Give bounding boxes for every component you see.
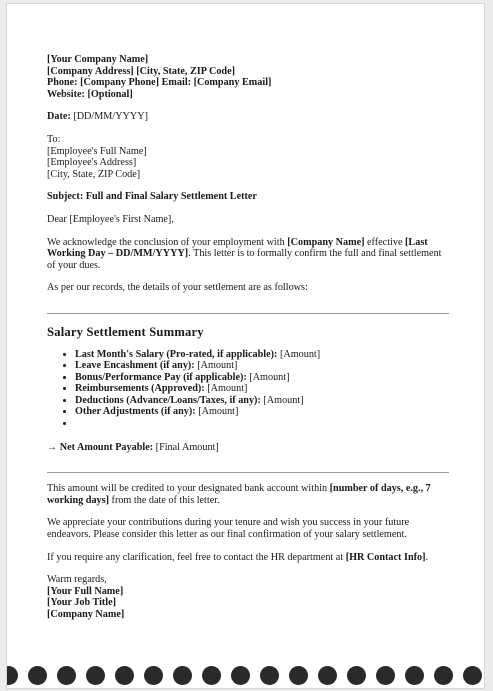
decorative-dot xyxy=(115,666,134,685)
decorative-dot xyxy=(7,666,18,685)
list-item-empty xyxy=(75,418,449,430)
summary-title: Salary Settlement Summary xyxy=(47,324,204,339)
intro-paragraph xyxy=(47,237,449,272)
item-label: Last Month's Salary (Pro-rated, if applicable): xyxy=(75,348,278,360)
list-item xyxy=(75,395,449,407)
recipient-name: [Employee's Full Name] xyxy=(47,145,147,157)
list-item xyxy=(75,383,449,395)
item-value: [Amount] xyxy=(260,394,304,406)
hr-contact-info: [HR Contact Info] xyxy=(345,551,426,563)
company-address: [Company Address] [City, State, ZIP Code] xyxy=(47,65,236,77)
contact-paragraph xyxy=(47,552,449,564)
decorative-dot xyxy=(318,666,337,685)
intro-last-day: [Last Working Day – DD/MM/YYYY] xyxy=(47,236,428,260)
item-value: [Amount] xyxy=(246,371,290,383)
decorative-dot xyxy=(405,666,424,685)
contact-text-1: If you require any clarification, feel free to contact the HR department at xyxy=(47,551,346,563)
item-label: Deductions (Advance/Loans/Taxes, if any): xyxy=(75,394,261,406)
signature-title: [Your Job Title] xyxy=(47,597,117,609)
company-header xyxy=(47,54,449,100)
credit-days: [number of days, e.g., 7 working days] xyxy=(47,483,431,506)
decorative-dot xyxy=(57,666,76,685)
closing: Warm regards, xyxy=(47,574,107,586)
decorative-dot xyxy=(260,666,279,685)
records-paragraph: As per our records, the details of your settlement are as follows: xyxy=(47,282,308,294)
company-website: Website: [Optional] xyxy=(47,88,133,100)
list-item xyxy=(75,406,449,418)
decorative-dot xyxy=(463,666,482,685)
recipient-block xyxy=(47,134,449,180)
list-item xyxy=(75,349,449,361)
item-label: Other Adjustments (if any): xyxy=(75,406,196,418)
date-value: [DD/MM/YYYY] xyxy=(70,111,149,123)
appreciation-paragraph: We appreciate your contributions during your tenure and wish you success in your future endeavors. Please consider this letter as our final confirmation of your salary settlement. xyxy=(47,517,410,541)
company-contact: Phone: [Company Phone] Email: [Company Email] xyxy=(47,77,272,89)
recipient-city: [City, State, ZIP Code] xyxy=(47,168,141,180)
item-label: Leave Encashment (if any): xyxy=(75,360,195,372)
signature-name: [Your Full Name] xyxy=(47,585,124,597)
settlement-list xyxy=(47,349,449,430)
date-line xyxy=(47,111,449,123)
item-value: [Amount] xyxy=(204,383,248,395)
recipient-address: [Employee's Address] xyxy=(47,157,137,169)
list-item xyxy=(75,360,449,372)
letter-content xyxy=(47,54,449,621)
subject-line: Subject: Full and Final Salary Settlement Letter xyxy=(47,191,257,203)
credit-text-1: This amount will be credited to your designated bank account within xyxy=(47,483,330,495)
intro-text-3: . This letter is to formally confirm the full and final settlement of your dues. xyxy=(47,248,442,271)
item-value: [Amount] xyxy=(194,360,238,372)
net-amount-line xyxy=(47,442,449,454)
date-label: Date: xyxy=(47,111,71,123)
decorative-dot xyxy=(86,666,105,685)
company-name: [Your Company Name] xyxy=(47,54,149,65)
letter-page xyxy=(6,3,485,689)
signature-company: [Company Name] xyxy=(47,609,125,620)
item-value: [Amount] xyxy=(195,406,239,418)
contact-text-2: . xyxy=(425,551,429,563)
item-label: Bonus/Performance Pay (if applicable): xyxy=(75,371,247,383)
decorative-dot xyxy=(434,666,453,685)
item-label: Reimbursements (Approved): xyxy=(75,383,205,395)
to-label: To: xyxy=(47,133,61,145)
decorative-dot xyxy=(289,666,308,685)
intro-company-name: [Company Name] xyxy=(287,236,365,248)
net-amount-value: [Final Amount] xyxy=(153,441,219,453)
decorative-dot xyxy=(231,666,250,685)
decorative-dot xyxy=(376,666,395,685)
credit-paragraph xyxy=(47,483,449,506)
decorative-dot-border xyxy=(7,666,484,688)
decorative-dot xyxy=(173,666,192,685)
item-value: [Amount] xyxy=(277,348,321,360)
decorative-dot xyxy=(347,666,366,685)
decorative-dot xyxy=(144,666,163,685)
decorative-dot xyxy=(202,666,221,685)
intro-text-1: We acknowledge the conclusion of your employment with xyxy=(47,236,288,248)
net-amount-label: → Net Amount Payable: xyxy=(47,441,154,453)
credit-text-2: from the date of this letter. xyxy=(109,494,220,506)
list-item xyxy=(75,372,449,384)
intro-text-2: effective xyxy=(364,236,406,248)
decorative-dot xyxy=(28,666,47,685)
salutation: Dear [Employee's First Name], xyxy=(47,213,174,225)
